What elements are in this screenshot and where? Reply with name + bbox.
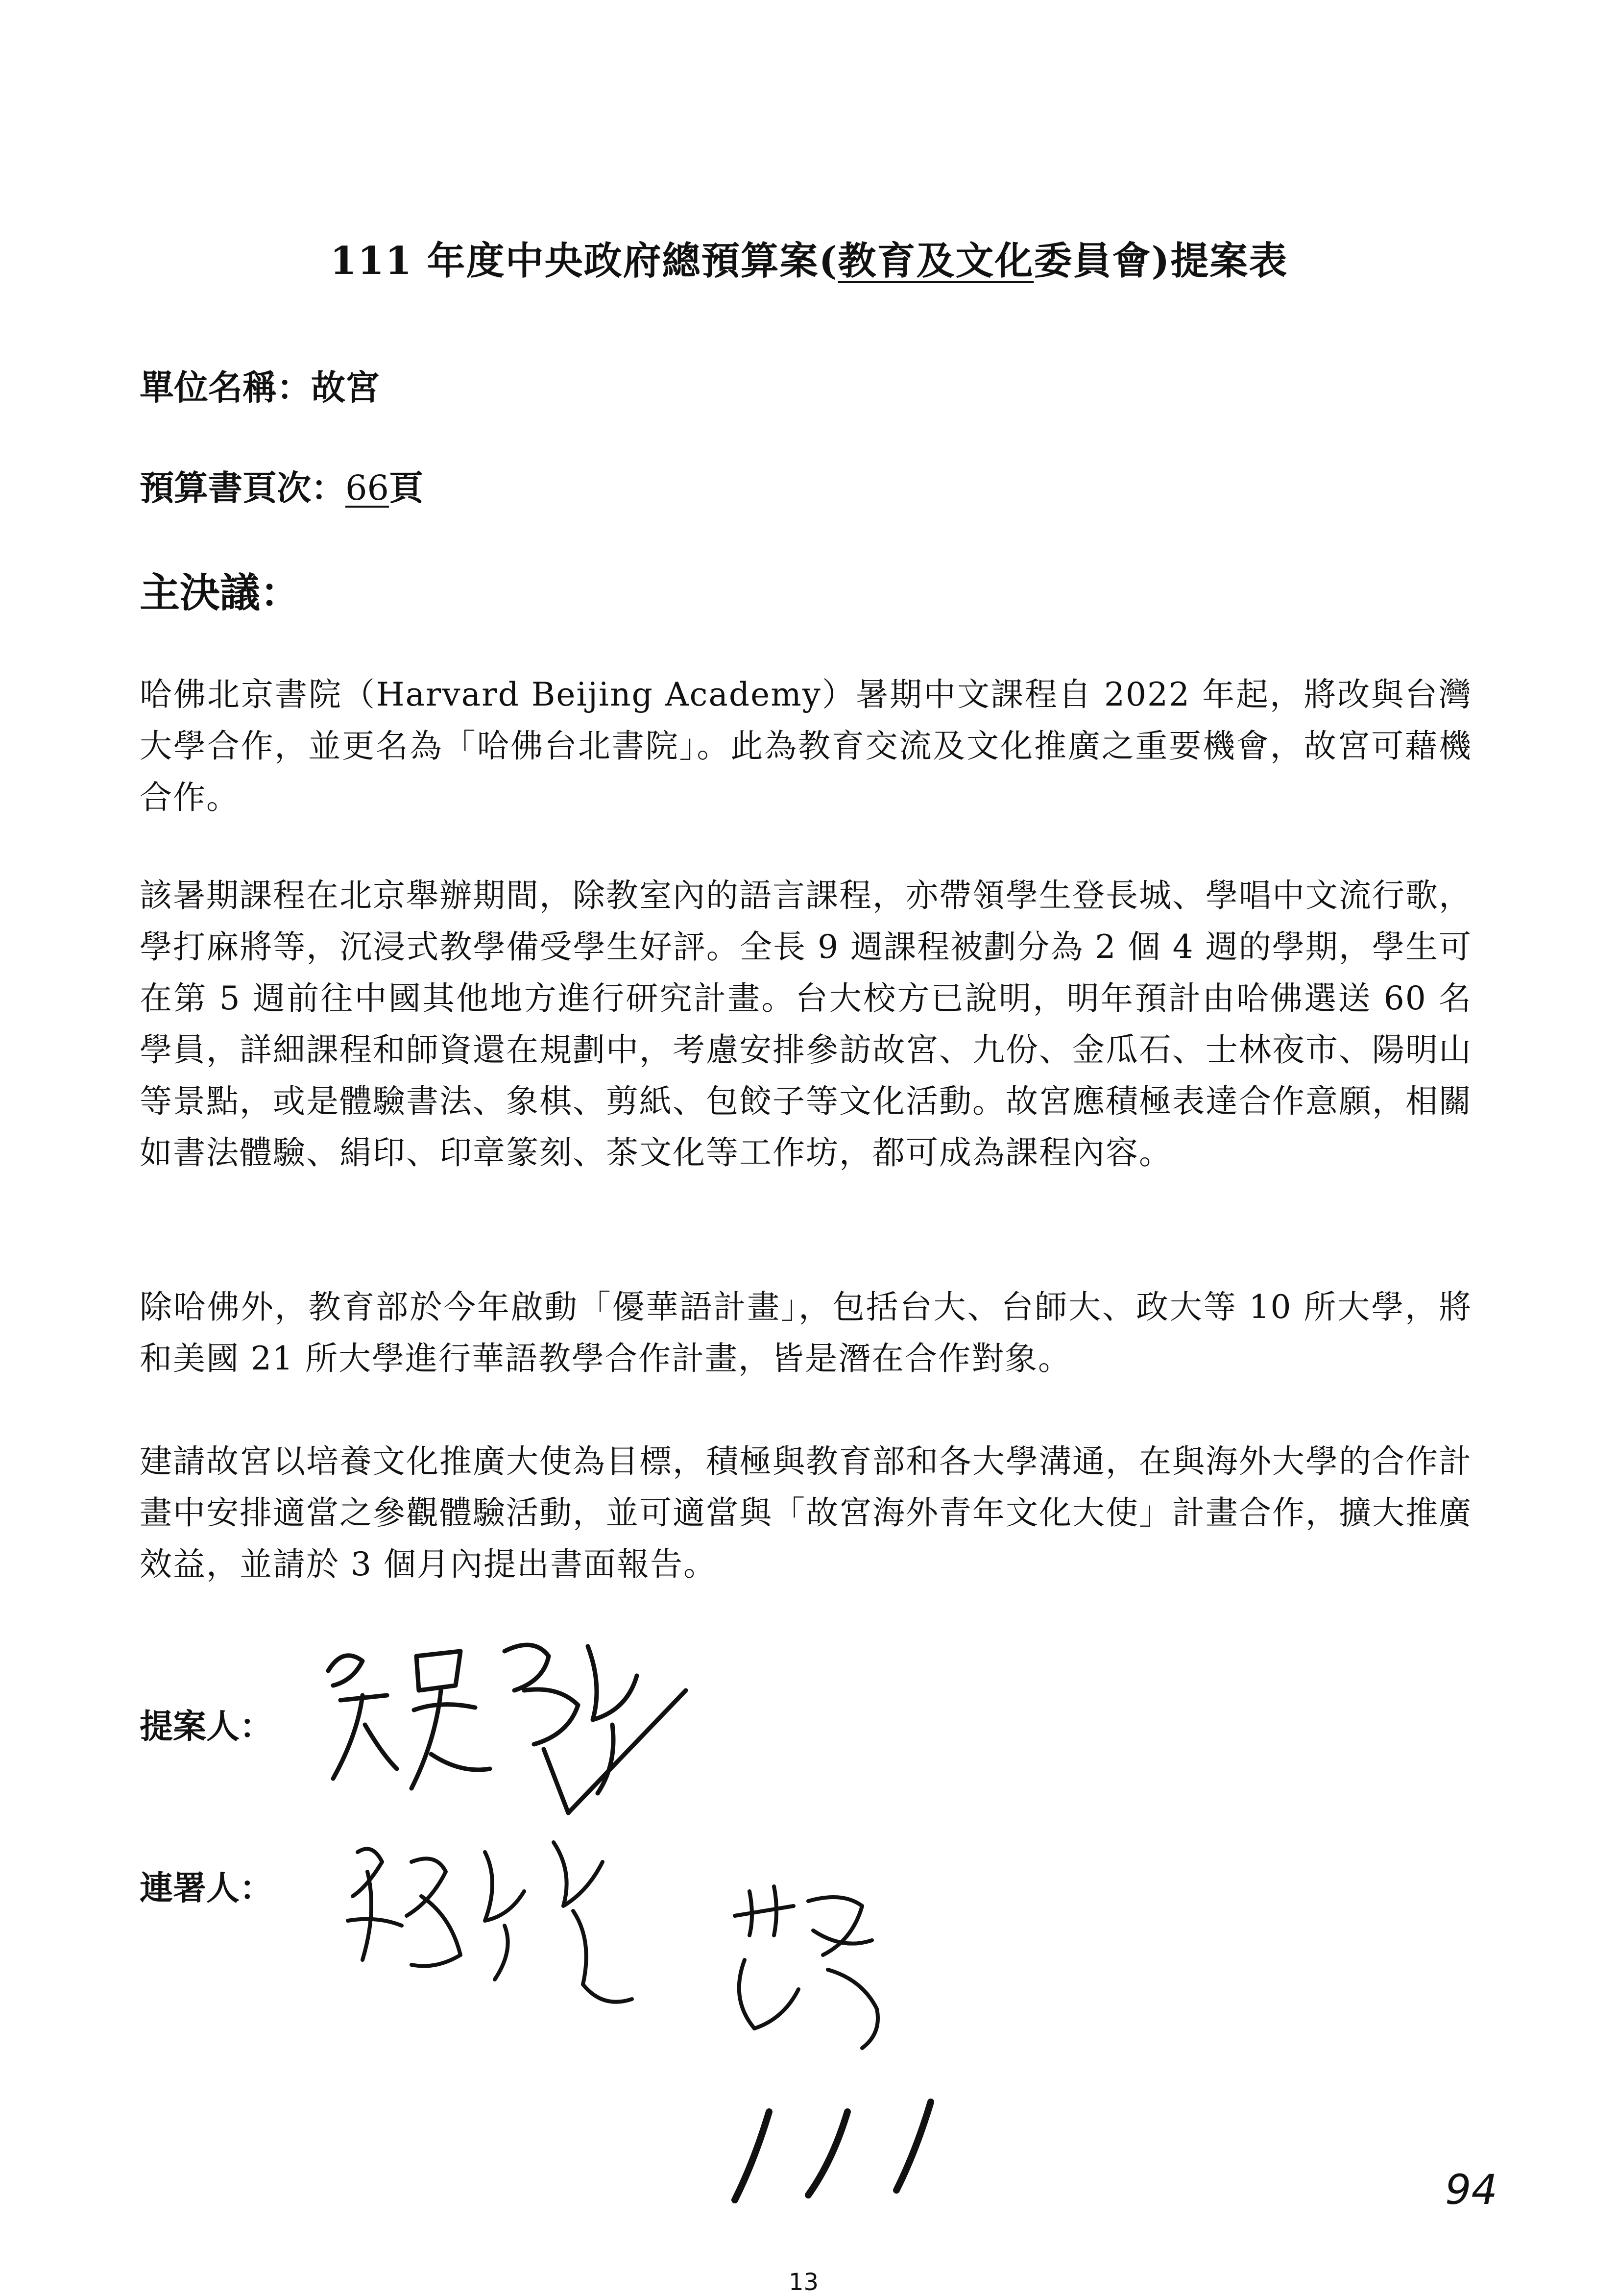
page-title <box>0 230 1618 285</box>
title-committee: 教育及文化 <box>838 239 1034 283</box>
paragraph: 該暑期課程在北京舉辦期間，除教室內的語言課程，亦帶領學生登長城、學唱中文流行歌，學打麻將等，沉浸式教學備受學生好評。全長 9 週課程被劃分為 2 個 4 週的學期，學生可在第 5 週前往中國其他地方進行研究計畫。台大校方已說明，明年預計由哈佛選送 60 名學員，詳細課程和師資還在規劃中，考慮安排參訪故宮、九份、金瓜石、士林夜市、陽明山等景點，或是體驗書法、象棋、剪紙、包餃子等文化活動。故宮應積極表達合作意願，相關如書法體驗、絹印、印章篆刻、茶文化等工作坊，都可成為課程內容。 <box>140 877 1472 1172</box>
paragraph: 除哈佛外，教育部於今年啟動「優華語計畫」，包括台大、台師大、政大等 10 所大學，將和美國 21 所大學進行華語教學合作計畫，皆是潛在合作對象。 <box>140 1288 1472 1377</box>
title-prefix: 111 年度中央政府總預算案( <box>330 239 838 283</box>
title-suffix: 委員會)提案表 <box>1034 239 1288 283</box>
bottom-page-mark: 13 <box>789 2269 819 2296</box>
proposer-signature <box>314 1627 696 1823</box>
proposer-label: 提案人： <box>140 1707 273 1746</box>
handwritten-page-number: 94 <box>1445 2166 1497 2214</box>
slash-marks <box>725 2092 950 2210</box>
main-resolution-heading: 主決議： <box>140 569 301 616</box>
paragraph: 哈佛北京書院（Harvard Beijing Academy）暑期中文課程自 2022 年起，將改與台灣大學合作，並更名為「哈佛台北書院」。此為教育交流及文化推廣之重要機會，故宮可藉機合作。 <box>140 676 1472 816</box>
cosigners-label: 連署人： <box>140 1869 273 1908</box>
budget-page-label: 預算書頁次： <box>140 467 345 508</box>
unit-name-label: 單位名稱： <box>140 367 311 408</box>
cosigner-signature-1 <box>338 1823 661 2028</box>
unit-name-field <box>140 360 380 410</box>
budget-page-unit: 頁 <box>389 467 424 508</box>
unit-name-value: 故宮 <box>311 367 380 408</box>
budget-page-number: 66 <box>345 468 389 508</box>
paragraph: 建請故宮以培養文化推廣大使為目標，積極與教育部和各大學溝通，在與海外大學的合作計畫中安排適當之參觀體驗活動，並可適當與「故宮海外青年文化大使」計畫合作，擴大推廣效益，並請於 3 個月內提出書面報告。 <box>140 1442 1472 1583</box>
budget-page-field <box>140 461 423 510</box>
cosigner-signature-2 <box>715 1872 911 2058</box>
